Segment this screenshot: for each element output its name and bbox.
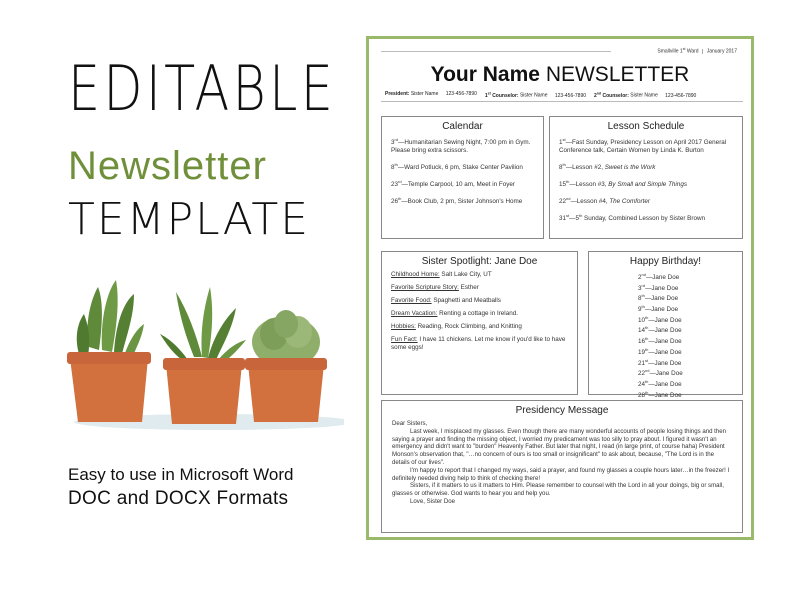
spotlight-item: Childhood Home: Salt Lake City, UT [391, 271, 492, 278]
newsletter-date: January 2017 [706, 48, 737, 55]
ward-name: Smallville 1 [657, 48, 683, 55]
lesson-item: 1st—Fast Sunday, Presidency Lesson on April 2017 General Conference talk, Certain Women by Linda K. Burton [559, 137, 727, 155]
spotlight-item: Dream Vacation: Renting a cottage in Ireland. [391, 310, 518, 317]
succulent-right-icon [245, 310, 327, 422]
message-paragraph: Sisters, if it matters to us it matters to Him. Please remember to counsel with the Lord in all your doings, big or small, glasses or otherwise. God wants to hear you and help you. [392, 482, 724, 498]
header-rule [381, 51, 611, 52]
calendar-title: Calendar [442, 121, 483, 132]
message-signoff: Love, Sister Doe [410, 497, 456, 505]
birthday-item: 16th—Jane Doe [638, 336, 682, 346]
birthday-list [589, 271, 742, 410]
lesson-item: 8th—Lesson #2, Sweet is the Work [559, 162, 656, 172]
officer-first-counselor: 1st Counselor: Sister Name 123-456-7890 [484, 91, 587, 99]
birthday-box [588, 251, 743, 399]
birthday-title: Happy Birthday! [629, 256, 702, 267]
message-greeting: Dear Sisters, [392, 420, 428, 427]
promo-headline-newsletter: Newsletter [68, 144, 267, 188]
presidency-title: Presidency Message [515, 405, 609, 416]
promo-headline-template: TEMPLATE [68, 194, 311, 245]
newsletter-page [366, 36, 754, 540]
birthday-item: 28th—Jane Doe [638, 389, 682, 399]
lesson-item: 15th—Lesson #3, By Small and Simple Things [559, 179, 687, 189]
officers-rule [381, 101, 743, 102]
potted-cactus-illustration [64, 272, 344, 442]
message-paragraph: Last week, I misplaced my glasses. Even though there are many wonderful accounts of people losing things and then saying a prayer and finding the missing object, I worried my predicament was too silly to pray about. I figured it wasn't an emergency and didn't want to "burden" Heavenly Father. But later that night, I read (in large print, of course haha) President Monson's observation that, "…no concern of ours is too small or insignificant" to ask about, because, "The Lord is in the details of our lives". [392, 427, 727, 466]
birthday-item: 10th—Jane Doe [638, 314, 682, 324]
promo-panel [0, 0, 360, 596]
title-newsletter: NEWSLETTER [545, 63, 690, 86]
sister-spotlight-box [381, 251, 578, 395]
calendar-item: 26th—Book Club, 2 pm, Sister Johnson's Home [391, 196, 523, 206]
calendar-box [381, 116, 544, 239]
promo-headline-editable: EDITABLE [68, 52, 337, 125]
spotlight-item: Favorite Food: Spaghetti and Meatballs [391, 297, 501, 304]
spotlight-item: Fun Fact: I have 11 chickens. Let me know if you'd like to have some eggs! [391, 336, 566, 351]
birthday-item: 2nd—Jane Doe [638, 272, 680, 282]
title-your-name: Your Name [430, 63, 540, 86]
message-paragraph: I'm happy to report that I changed my ways, said a prayer, and found my glasses a couple hours later…in the freezer! I definitely needed diving help to think of checking there! [392, 466, 730, 482]
spotlight-item: Favorite Scripture Story: Esther [391, 284, 479, 291]
ward-date-line: Smallville 1st Ward | January 2017 [657, 47, 737, 55]
birthday-item: 14th—Jane Doe [638, 325, 682, 335]
birthday-item: 21st—Jane Doe [638, 357, 682, 367]
lesson-schedule-title: Lesson Schedule [607, 121, 685, 132]
meta-separator: | [701, 48, 704, 55]
calendar-item: 8th—Ward Potluck, 6 pm, Stake Center Pavilion [391, 162, 523, 172]
calendar-item: 3rd—Humanitarian Sewing Night, 7:00 pm in Gym. Please bring extra scissors. [391, 137, 531, 155]
officer-second-counselor: 2nd Counselor: Sister Name 123-456-7890 [594, 91, 697, 99]
birthday-item: 19th—Jane Doe [638, 346, 682, 356]
cactus-left-icon [67, 280, 151, 422]
lesson-schedule-box [549, 116, 743, 239]
spotlight-title: Sister Spotlight: Jane Doe [421, 256, 538, 267]
newsletter-title [369, 63, 751, 87]
presidency-message-box [381, 400, 743, 533]
aloe-middle-icon [160, 287, 246, 424]
birthday-item: 8th—Jane Doe [638, 293, 679, 303]
promo-subtitle-formats: DOC and DOCX Formats [68, 488, 289, 509]
officer-president: President: Sister Name 123-456-7890 [385, 91, 477, 97]
lesson-item: 22nd—Lesson #4, The Comforter [559, 196, 650, 206]
spotlight-item: Hobbies: Reading, Rock Climbing, and Knitting [391, 323, 522, 330]
lesson-item: 31st—5th Sunday, Combined Lesson by Sister Brown [559, 213, 706, 223]
promo-subtitle-word: Easy to use in Microsoft Word [68, 465, 294, 484]
birthday-item: 9th—Jane Doe [638, 304, 679, 314]
birthday-item: 24th—Jane Doe [638, 378, 682, 388]
calendar-item: 23rd—Temple Carpool, 10 am, Meet in Foyer [391, 179, 515, 189]
birthday-item: 22nd—Jane Doe [638, 368, 683, 378]
birthday-item: 3rd—Jane Doe [638, 282, 679, 292]
officers-line [385, 91, 741, 99]
